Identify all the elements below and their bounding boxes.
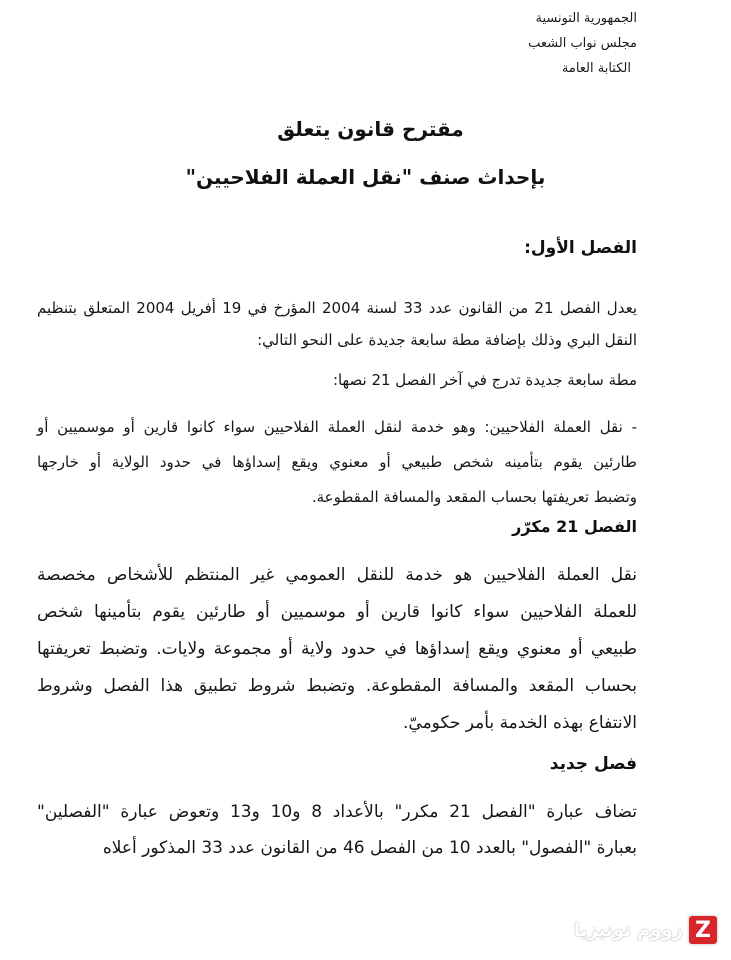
article-1-bullet-line: طارئين يقوم بتأمينه شخص طبيعي أو معنوي ويقع إسداؤها في حدود الولاية أو خارجها <box>37 453 637 471</box>
article-21-bis-body <box>37 557 637 742</box>
article-1-intro-line: يعدل الفصل 21 من القانون عدد 33 لسنة 2004 المؤرخ في 19 أفريل 2004 المتعلق بتنظيم <box>37 299 637 317</box>
article-1-bullet-line: - نقل العملة الفلاحيين: وهو خدمة لنقل العملة الفلاحيين سواء كانوا قارين أو موسميين أو <box>37 418 637 436</box>
article-21-bis-heading: الفصل 21 مكرّر <box>512 517 637 536</box>
new-article-heading: فصل جديد <box>549 754 637 774</box>
letterhead-republic: الجمهورية التونسية <box>535 11 637 26</box>
article-1-intro <box>37 292 637 356</box>
article-1-intro-line: النقل البري وذلك بإضافة مطة سابعة جديدة على النحو التالي: <box>257 331 637 349</box>
article-21-bis-line: بحساب المقعد والمسافة المقطوعة. وتضبط شروط تطبيق هذا الفصل وشروط <box>37 676 637 696</box>
letterhead-secretariat: الكتابة العامة <box>561 61 631 76</box>
new-article-line: بعبارة "الفصول" بالعدد 10 من الفصل 46 من القانون عدد 33 المذكور أعلاه <box>102 838 637 858</box>
document-title-line-2: بإحداث صنف "نقل العملة الفلاحيين" <box>185 165 546 189</box>
article-21-bis-line: نقل العملة الفلاحيين هو خدمة للنقل العمومي غير المنتظم للأشخاص مخصصة <box>37 565 637 585</box>
document-title-line-1: مقترح قانون يتعلق <box>277 117 464 141</box>
watermark <box>574 916 717 944</box>
article-1-bullet <box>37 410 637 515</box>
watermark-text: زووم تونيزيا <box>573 919 683 941</box>
new-article-body <box>37 794 637 866</box>
article-21-bis-line: للعملة الفلاحيين سواء كانوا قارين أو موسميين أو طارئين يقوم بتأمينها شخص <box>37 602 637 622</box>
document-letterhead <box>437 6 637 81</box>
article-1-heading: الفصل الأول: <box>524 238 637 258</box>
article-21-bis-line: طبيعي أو معنوي ويقع إسداؤها في حدود ولاية أو مجموعة ولايات. وتضبط تعريفتها <box>37 639 637 659</box>
article-21-bis-line: الانتفاع بهذه الخدمة بأمر حكوميّ. <box>403 713 637 733</box>
article-1-bullet-line: وتضبط تعريفتها بحساب المقعد والمسافة المقطوعة. <box>311 488 637 506</box>
letterhead-assembly: مجلس نواب الشعب <box>528 36 637 51</box>
new-article-line: تضاف عبارة "الفصل 21 مكرر" بالأعداد 8 و10 و13 وتعوض عبارة "الفصلين" <box>37 802 637 822</box>
watermark-logo-icon: Z <box>689 916 717 944</box>
article-1-sub-intro <box>37 368 637 392</box>
article-1-sub-intro-line: مطة سابعة جديدة تدرج في آخر الفصل 21 نصها: <box>332 371 637 389</box>
